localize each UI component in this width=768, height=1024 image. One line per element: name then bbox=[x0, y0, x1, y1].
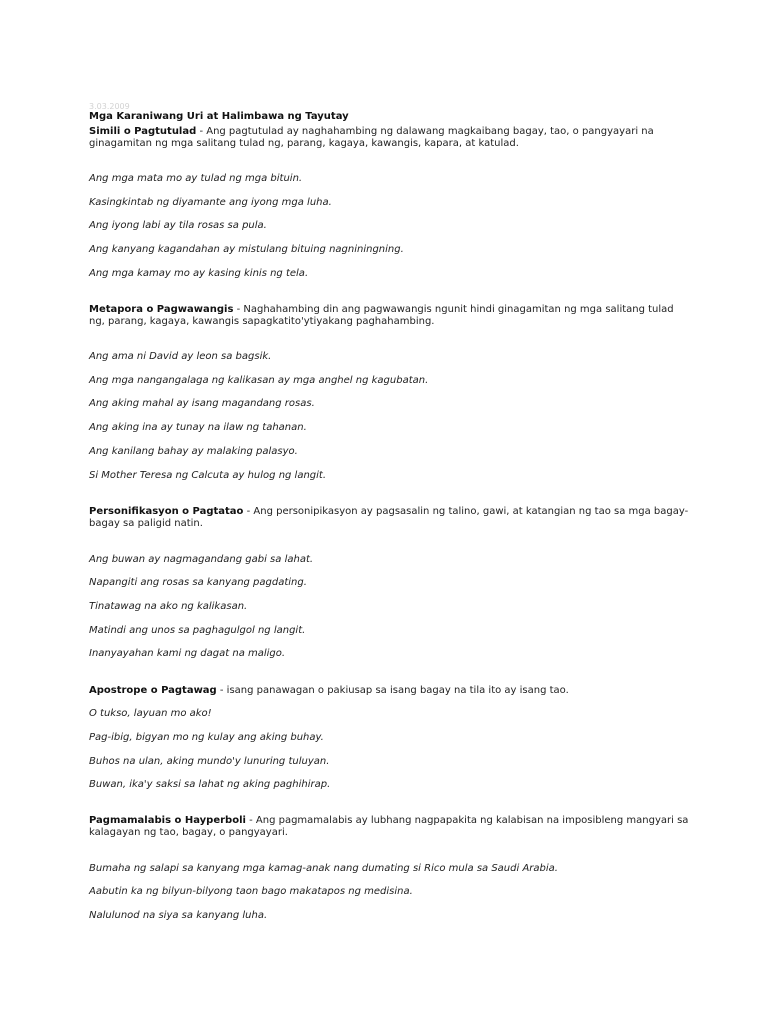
section-personifikasyon-definition bbox=[89, 506, 689, 530]
example-line: Ang aking mahal ay isang magandang rosas. bbox=[89, 398, 315, 409]
section-term: Apostrope o Pagtawag bbox=[89, 685, 217, 696]
example-line: Bumaha ng salapi sa kanyang mga kamag-anak nang dumating si Rico mula sa Saudi Arabia. bbox=[89, 863, 558, 874]
example-line: Ang mga nangangalaga ng kalikasan ay mga anghel ng kagubatan. bbox=[89, 375, 429, 386]
example-line: O tukso, layuan mo ako! bbox=[89, 708, 212, 719]
section-metapora-definition bbox=[89, 304, 689, 328]
example-line: Matindi ang unos sa paghagulgol ng langit. bbox=[89, 625, 306, 636]
section-term: Simili o Pagtutulad bbox=[89, 126, 197, 137]
section-pagmamalabis-definition bbox=[89, 815, 689, 839]
section-term: Pagmamalabis o Hayperboli bbox=[89, 815, 246, 826]
section-definition-text: - Ang personipikasyon ay pagsasalin ng talino, gawi, at katangian ng tao sa mga bagay-bagay sa paligid natin. bbox=[89, 506, 689, 529]
example-line: Ang ama ni David ay leon sa bagsik. bbox=[89, 351, 272, 362]
example-line: Inanyayahan kami ng dagat na maligo. bbox=[89, 648, 286, 659]
section-definition-text: - Ang pagmamalabis ay lubhang nagpapakita ng kalabisan na imposibleng mangyari sa kalagayan ng tao, bagay, o pangyayari. bbox=[89, 815, 689, 838]
example-line: Tinatawag na ako ng kalikasan. bbox=[89, 601, 248, 612]
example-line: Ang kanilang bahay ay malaking palasyo. bbox=[89, 446, 298, 457]
section-definition-text: - Ang pagtutulad ay naghahambing ng dalawang magkaibang bagay, tao, o pangyayari na ginagamitan ng mga salitang tulad ng, parang, kagaya, kawangis, kapara, at katulad. bbox=[89, 126, 654, 149]
example-line: Buwan, ika'y saksi sa lahat ng aking paghihirap. bbox=[89, 779, 331, 790]
document-date: 3.03.2009 bbox=[89, 102, 130, 111]
example-line: Ang mga mata mo ay tulad ng mga bituin. bbox=[89, 173, 303, 184]
section-simili-definition bbox=[89, 126, 689, 150]
example-line: Nalulunod na siya sa kanyang luha. bbox=[89, 910, 268, 921]
example-line: Kasingkintab ng diyamante ang iyong mga luha. bbox=[89, 197, 332, 208]
example-line: Ang kanyang kagandahan ay mistulang bituing nagniningning. bbox=[89, 244, 404, 255]
section-term: Metapora o Pagwawangis bbox=[89, 304, 234, 315]
example-line: Napangiti ang rosas sa kanyang pagdating. bbox=[89, 577, 307, 588]
section-definition-text: - Naghahambing din ang pagwawangis ngunit hindi ginagamitan ng mga salitang tulad ng, parang, kagaya, kawangis sapagkatito'ytiyakang paghahambing. bbox=[89, 304, 674, 327]
example-line: Buhos na ulan, aking mundo'y lunuring tuluyan. bbox=[89, 756, 330, 767]
section-definition-text: - isang panawagan o pakiusap sa isang bagay na tila ito ay isang tao. bbox=[216, 685, 569, 696]
section-apostrope-definition bbox=[89, 685, 689, 697]
document-title: Mga Karaniwang Uri at Halimbawa ng Tayutay bbox=[89, 111, 349, 122]
section-term: Personifikasyon o Pagtatao bbox=[89, 506, 244, 517]
example-line: Ang aking ina ay tunay na ilaw ng tahanan. bbox=[89, 422, 307, 433]
example-line: Ang iyong labi ay tila rosas sa pula. bbox=[89, 220, 267, 231]
example-line: Pag-ibig, bigyan mo ng kulay ang aking buhay. bbox=[89, 732, 324, 743]
example-line: Si Mother Teresa ng Calcuta ay hulog ng langit. bbox=[89, 470, 327, 481]
example-line: Ang mga kamay mo ay kasing kinis ng tela. bbox=[89, 268, 309, 279]
example-line: Aabutin ka ng bilyun-bilyong taon bago makatapos ng medisina. bbox=[89, 886, 413, 897]
example-line: Ang buwan ay nagmagandang gabi sa lahat. bbox=[89, 554, 314, 565]
